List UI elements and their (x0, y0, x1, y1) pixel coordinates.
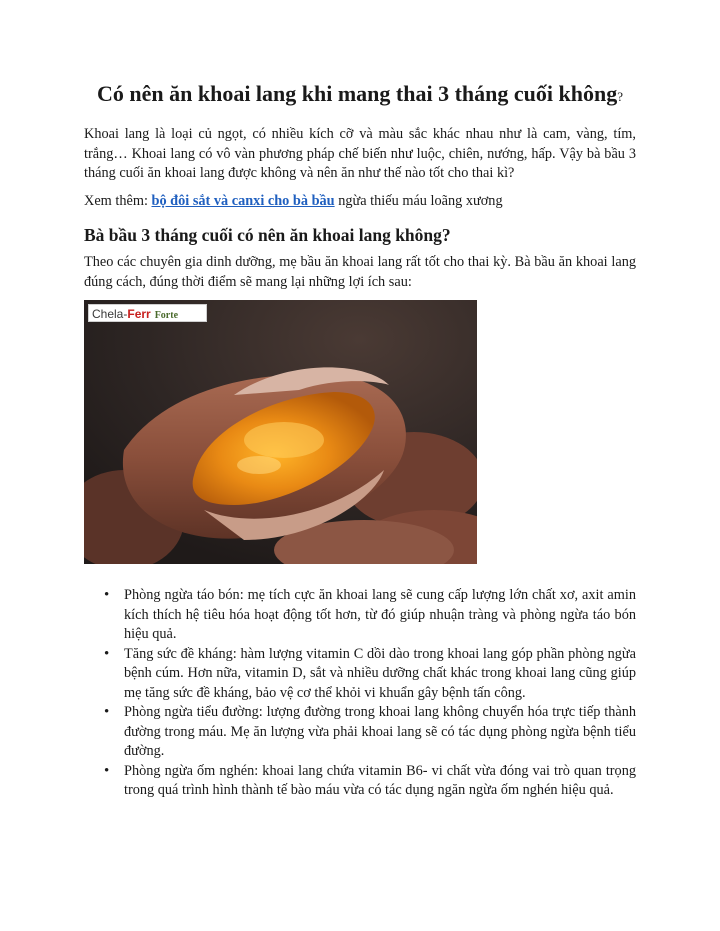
see-also-link[interactable]: bộ đôi sắt và canxi cho bà bầu (151, 192, 335, 209)
brand-logo: Chela-Ferr Forte (88, 304, 207, 322)
list-item: • Phòng ngừa tiểu đường: lượng đường trong khoai lang không chuyển hóa trực tiếp thành đường trong máu. Mẹ ăn lượng vừa phải khoai lang sẽ có tác dụng phòng ngừa bệnh tiểu đường. (124, 703, 636, 762)
list-item: • Phòng ngừa ốm nghén: khoai lang chứa vitamin B6- vi chất vừa đóng vai trò quan trọng trong quá trình hình thành tế bào máu vừa có tác dụng ngăn ngừa ốm nghén hiệu quả. (124, 762, 636, 801)
page-title (84, 78, 636, 113)
see-also-prefix: Xem thêm: (84, 192, 152, 209)
see-also-line (84, 192, 636, 212)
intro-paragraph: Khoai lang là loại củ ngọt, có nhiều kích cỡ và màu sắc khác nhau như là cam, vàng, tím, trắng… Khoai lang có vô vàn phương pháp chế biến như luộc, chiên, nướng, hấp. Vậy bà bầu 3 tháng cuối ăn khoai lang được không và nên ăn như thế nào tốt cho thai kì? (84, 126, 636, 181)
see-also-suffix: ngừa thiếu máu loãng xương (334, 192, 503, 209)
title-question-mark: ? (617, 89, 623, 104)
list-item: • Phòng ngừa táo bón: mẹ tích cực ăn khoai lang sẽ cung cấp lượng lớn chất xơ, axit amin kích thích hệ tiêu hóa hoạt động tốt hơn, từ đó giúp nhuận tràng và phòng ngừa táo bón hiệu quả. (124, 586, 636, 645)
sweet-potato-photo (84, 300, 477, 564)
title-text: Có nên ăn khoai lang khi mang thai 3 tháng cuối không (96, 81, 618, 106)
section-intro-paragraph: Theo các chuyên gia dinh dưỡng, mẹ bầu ăn khoai lang rất tốt cho thai kỳ. Bà bầu ăn khoai lang đúng cách, đúng thời điểm sẽ mang lại những lợi ích sau: (84, 254, 636, 290)
list-item: • Tăng sức đề kháng: hàm lượng vitamin C dồi dào trong khoai lang góp phần phòng ngừa bệnh cúm. Hơn nữa, vitamin D, sắt và nhiều dưỡng chất khác trong khoai lang cũng giúp mẹ tăng sức đề kháng, bảo vệ cơ thể khỏi vi khuẩn gây bệnh tấn công. (124, 645, 636, 704)
sweet-potato-illustration (84, 300, 477, 564)
benefits-list (84, 586, 636, 801)
document-page (84, 78, 636, 801)
section-heading: Bà bầu 3 tháng cuối có nên ăn khoai lang không? (84, 225, 451, 245)
